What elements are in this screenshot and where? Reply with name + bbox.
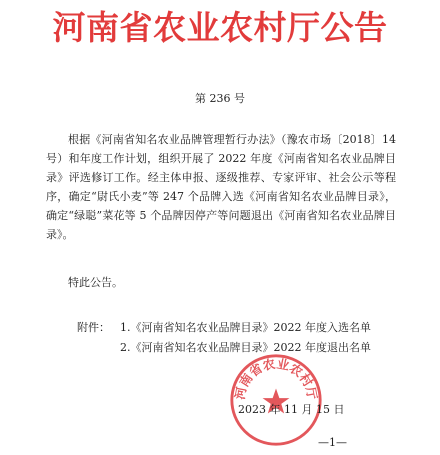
page-number: —1— (318, 436, 347, 449)
body-text (46, 130, 396, 244)
masthead-title: 河南省农业农村厅公告 (52, 8, 388, 47)
closing-line: 特此公告。 (68, 276, 123, 289)
attachment-item: 2.《河南省知名农业品牌目录》2022 年度退出名单 (120, 341, 371, 354)
attachments-label: 附件： (77, 321, 110, 334)
attachments-label-spacer (46, 338, 110, 358)
seal-text-path: 河南省农业农村厅 (231, 355, 321, 401)
official-seal (228, 352, 324, 448)
body-paragraph: 根据《河南省知名农业品牌管理暂行办法》（豫农市场〔2018〕14 号）和年度工作计划，组织开展了 2022 年度《河南省知名农业品牌目录》评选修订工作。经主体申报、逐级推荐、专家评审、社会公示等程序，确定“尉氏小麦”等 247 个品牌入选《河南省知名农业品牌目录》，确定“绿聪”菜花等 5 个品牌因停产等问题退出《河南省知名农业品牌目录》。 (46, 133, 396, 241)
attachment-item: 1.《河南省知名农业品牌目录》2022 年度入选名单 (120, 321, 371, 334)
attachment-row-1 (46, 318, 426, 338)
document-number: 第 236 号 (195, 92, 245, 105)
issue-date: 2023 年 11 月 15 日 (238, 403, 345, 416)
